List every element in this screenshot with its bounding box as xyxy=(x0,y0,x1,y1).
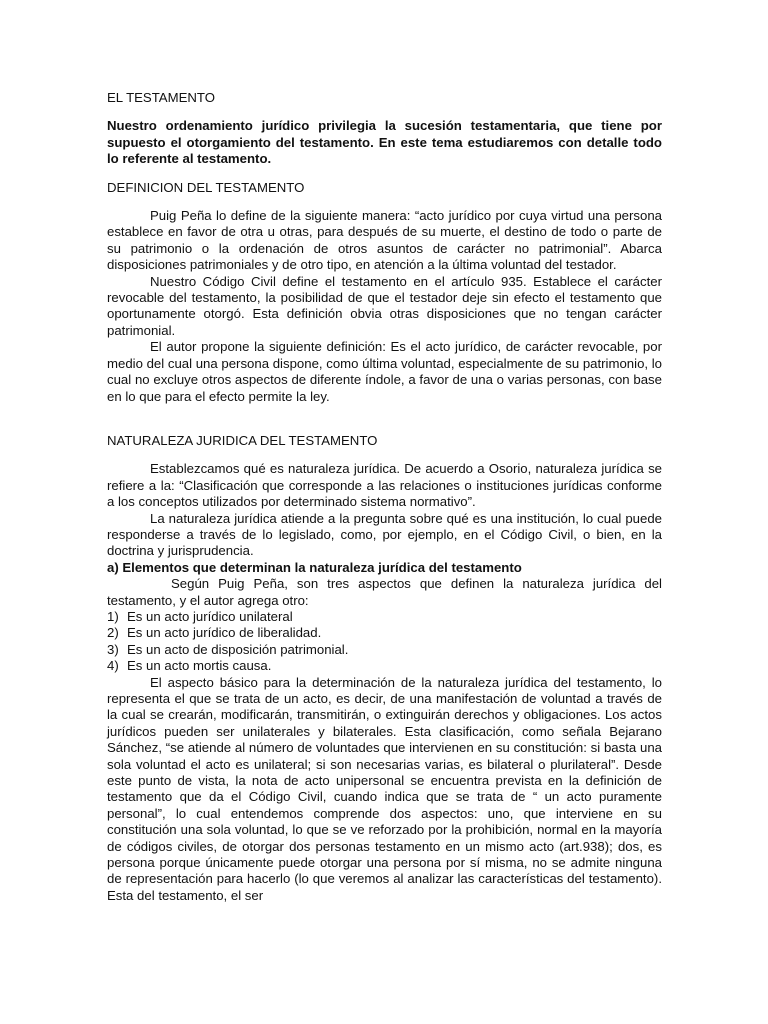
subsection-heading-elementos: a) Elementos que determinan la naturaleza jurídica del testamento xyxy=(107,559,522,575)
definicion-paragraph-3: El autor propone la siguiente definición: Es el acto jurídico, de carácter revocable, por medio del cual una persona dispone, como última voluntad, especialmente de su patrimonio, lo cual no excluye otros aspectos de diferente índole, a favor de una o varias personas, con base en lo que para el efecto permite la ley. xyxy=(107,339,662,404)
document-title: EL TESTAMENTO xyxy=(107,90,215,105)
intro-paragraph: Nuestro ordenamiento jurídico privilegia la sucesión testamentaria, que tiene por supuesto el otorgamiento del testamento. En este tema estudiaremos con detalle todo lo referente al testamento. xyxy=(107,118,662,167)
list-item: 2) Es un acto jurídico de liberalidad. xyxy=(107,625,322,641)
section-heading-naturaleza: NATURALEZA JURIDICA DEL TESTAMENTO xyxy=(107,432,378,448)
definicion-paragraph-2: Nuestro Código Civil define el testamento en el artículo 935. Establece el carácter revocable del testamento, la posibilidad de que el testador deje sin efecto el testamento que oportunamente otorgó. Esta definición obvia otras disposiciones que no tengan carácter patrimonial. xyxy=(107,273,662,338)
definicion-paragraph-1: Puig Peña lo define de la siguiente manera: “acto jurídico por cuya virtud una persona establece en favor de otra u otras, para después de su muerte, el destino de todo o parte de su patrimonio o la ordenación de otros asuntos de carácter no patrimonial”. Abarca disposiciones patrimoniales y de otro tipo, en atención a la última voluntad del testador. xyxy=(107,208,662,273)
list-item: 3) Es un acto de disposición patrimonial. xyxy=(107,641,349,657)
naturaleza-paragraph-3: Según Puig Peña, son tres aspectos que definen la naturaleza jurídica del testamento, y el autor agrega otro: xyxy=(107,576,662,608)
aspects-list xyxy=(107,609,662,675)
naturaleza-paragraph-2: La naturaleza jurídica atiende a la pregunta sobre qué es una institución, lo cual puede responderse a través de lo legislado, como, por ejemplo, en el Código Civil, o bien, en la doctrina y jurisprudencia. xyxy=(107,510,662,559)
section-heading-definicion: DEFINICION DEL TESTAMENTO xyxy=(107,179,305,195)
list-item: 4) Es un acto mortis causa. xyxy=(107,658,272,674)
naturaleza-paragraph-1: Establezcamos qué es naturaleza jurídica. De acuerdo a Osorio, naturaleza jurídica se refiere a la: “Clasificación que corresponde a las relaciones o instituciones jurídicas conforme a los conceptos utilizados por determinado sistema normativo”. xyxy=(107,461,662,510)
naturaleza-paragraph-4: El aspecto básico para la determinación de la naturaleza jurídica del testamento, lo representa el que se trata de un acto, es decir, de una manifestación de voluntad a través de la cual se crearán, modificarán, transmitirán, o extinguirán derechos y obligaciones. Los actos jurídicos pueden ser unilaterales y bilaterales. Esta clasificación, como señala Bejarano Sánchez, “se atiende al número de voluntades que intervienen en su constitución: si basta una sola voluntad el acto es unilateral; si son necesarias varias, es bilateral o plurilateral”. Desde este punto de vista, la nota de acto unipersonal se encuentra prevista en la definición de testamento que da el Código Civil, cuando indica que se trata de “ un acto puramente personal”, lo cual entendemos comprende dos aspectos: uno, que interviene en su constitución una sola voluntad, lo que se ve reforzado por la prohibición, normal en la mayoría de códigos civiles, de otorgar dos personas testamento en un mismo acto (art.938); dos, es persona porque únicamente puede otorgar una persona por sí misma, no se admite ninguna de representación para hacerlo (lo que veremos al analizar las características del testamento). Esta del testamento, el ser xyxy=(107,674,662,903)
list-item: 1) Es un acto jurídico unilateral xyxy=(107,608,293,624)
